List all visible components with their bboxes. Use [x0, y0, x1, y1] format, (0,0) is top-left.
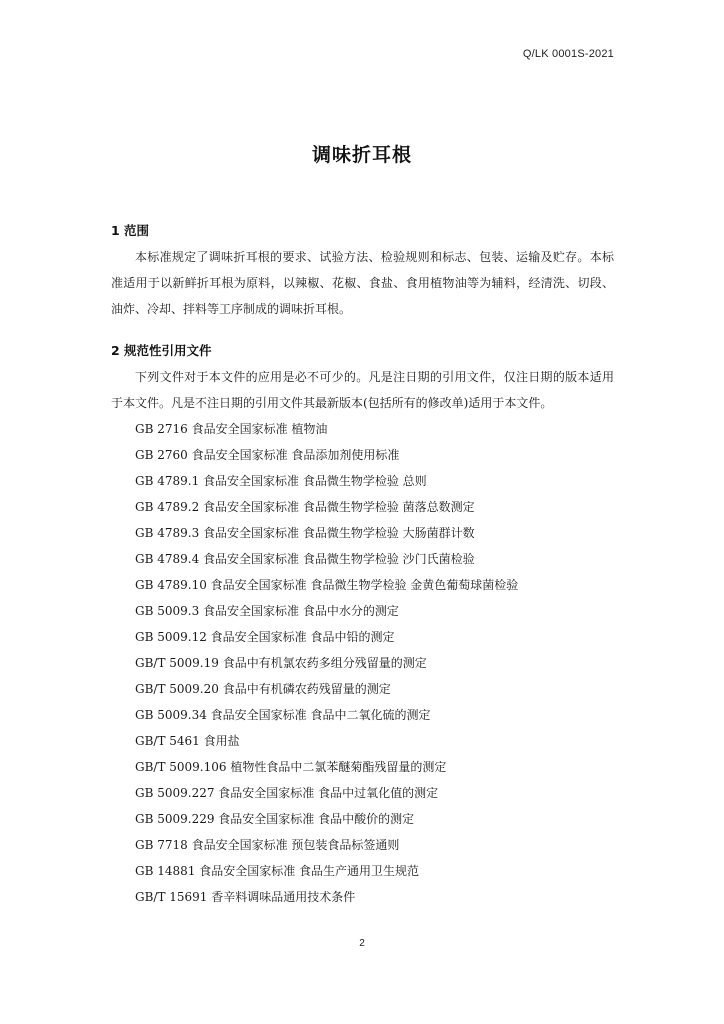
- page-number: 2: [359, 938, 365, 949]
- reference-item: GB 2760 食品安全国家标准 食品添加剂使用标准: [135, 448, 400, 462]
- section-scope: [111, 218, 614, 322]
- reference-item: GB 5009.34 食品安全国家标准 食品中二氧化硫的测定: [135, 708, 431, 722]
- reference-item: GB 4789.2 食品安全国家标准 食品微生物学检验 菌落总数测定: [135, 500, 475, 514]
- reference-item: GB 14881 食品安全国家标准 食品生产通用卫生规范: [135, 864, 420, 878]
- section-normative-references: [111, 338, 614, 910]
- reference-item: GB 5009.3 食品安全国家标准 食品中水分的测定: [135, 604, 399, 618]
- reference-item: GB/T 15691 香辛料调味品通用技术条件: [135, 890, 356, 904]
- reference-item: GB 2716 食品安全国家标准 植物油: [135, 422, 328, 436]
- section-heading-scope: 1 范围: [111, 223, 150, 238]
- reference-item: GB/T 5009.20 食品中有机磷农药残留量的测定: [135, 682, 391, 696]
- reference-item: GB/T 5009.106 植物性食品中二氯苯醚菊酯残留量的测定: [135, 760, 447, 774]
- standard-code: Q/LK 0001S-2021: [522, 48, 614, 60]
- reference-item: GB 7718 食品安全国家标准 预包装食品标签通则: [135, 838, 400, 852]
- references-intro-paragraph: 下列文件对于本文件的应用是必不可少的。凡是注日期的引用文件，仅注日期的版本适用于本文件。凡是不注日期的引用文件其最新版本(包括所有的修改单)适用于本文件。: [111, 370, 614, 410]
- section-heading-normative-references: 2 规范性引用文件: [111, 343, 212, 358]
- scope-paragraph: 本标准规定了调味折耳根的要求、试验方法、检验规则和标志、包装、运输及贮存。本标准适用于以新鲜折耳根为原料，以辣椒、花椒、食盐、食用植物油等为辅料，经清洗、切段、油炸、冷却、拌料等工序制成的调味折耳根。: [111, 250, 614, 316]
- reference-item: GB 4789.4 食品安全国家标准 食品微生物学检验 沙门氏菌检验: [135, 552, 475, 566]
- reference-list: [111, 416, 614, 910]
- document-body: [111, 218, 614, 910]
- reference-item: GB 4789.1 食品安全国家标准 食品微生物学检验 总则: [135, 474, 427, 488]
- reference-item: GB 5009.12 食品安全国家标准 食品中铅的测定: [135, 630, 395, 644]
- reference-item: GB 4789.10 食品安全国家标准 食品微生物学检验 金黄色葡萄球菌检验: [135, 578, 519, 592]
- reference-item: GB 5009.227 食品安全国家标准 食品中过氧化值的测定: [135, 786, 439, 800]
- document-title: 调味折耳根: [311, 144, 412, 166]
- reference-item: GB 5009.229 食品安全国家标准 食品中酸价的测定: [135, 812, 415, 826]
- reference-item: GB/T 5009.19 食品中有机氯农药多组分残留量的测定: [135, 656, 427, 670]
- reference-item: GB/T 5461 食用盐: [135, 734, 240, 748]
- reference-item: GB 4789.3 食品安全国家标准 食品微生物学检验 大肠菌群计数: [135, 526, 475, 540]
